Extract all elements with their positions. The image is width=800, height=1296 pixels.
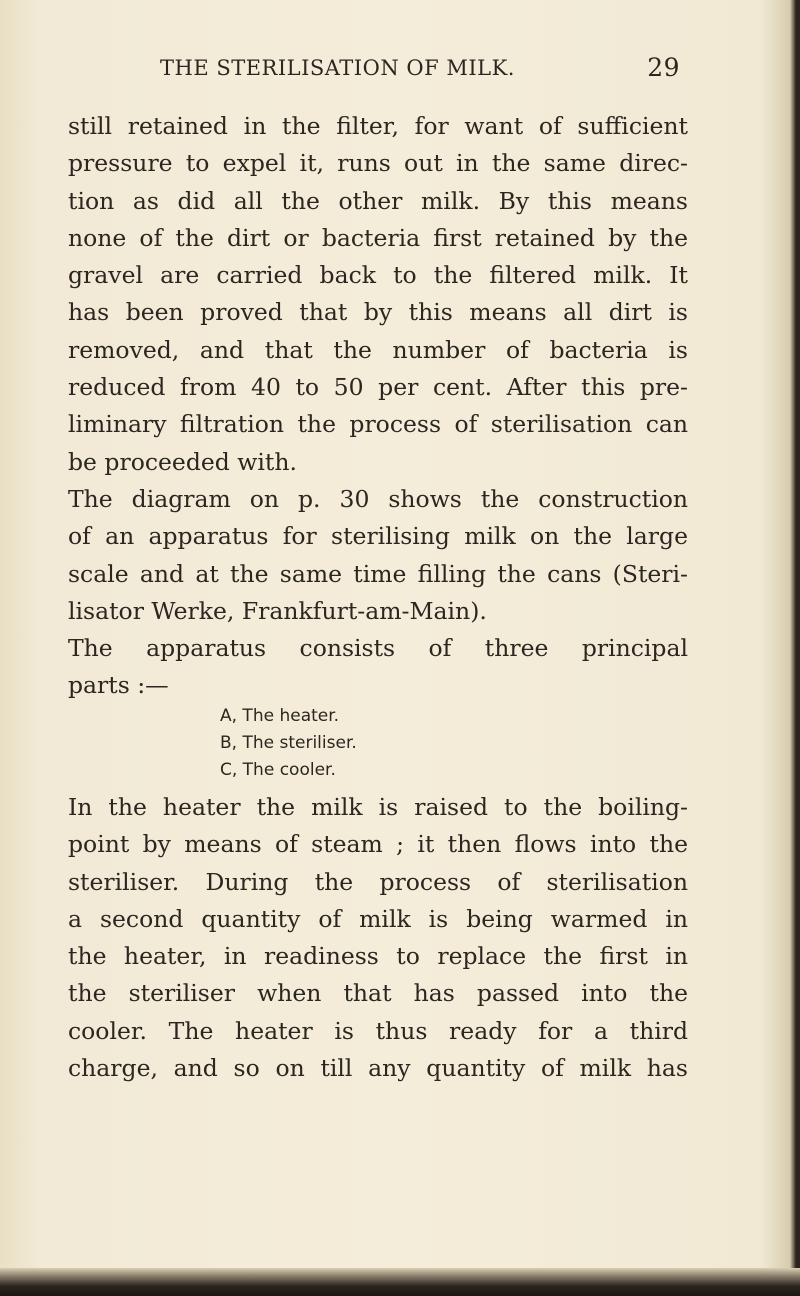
text-line: The apparatus consists of three principal [68,634,688,663]
text-line: lisator Werke, Frankfurt-am-Main). [68,596,487,625]
text-line: none of the dirt or bacteria first retained by the [68,223,688,252]
text-line: has been proved that by this means all dirt is [68,298,688,327]
running-head [160,53,680,86]
running-head-title: THE STERILISATION OF MILK. [160,56,515,80]
text-line: removed, and that the number of bacteria is [68,335,688,364]
text-line: steriliser. During the process of sterilisation [68,867,688,896]
text-line: In the heater the milk is raised to the boiling- [68,793,688,821]
text-line: gravel are carried back to the filtered milk. It [68,261,688,290]
text-line: scale and at the same time filling the cans (Steri- [68,559,688,588]
text-line: tion as did all the other milk. By this means [68,186,688,215]
text-line: reduced from 40 to 50 per cent. After this pre- [68,373,688,402]
body-text-lower [68,789,688,1087]
text-line: liminary filtration the process of sterilisation can [68,410,688,439]
parts-list-item: A, The heater. [220,706,340,726]
text-line: pressure to expel it, runs out in the same direc- [68,149,688,178]
paragraph-heater [68,789,688,1087]
text-line: charge, and so on till any quantity of milk has [68,1054,688,1083]
text-line: the heater, in readiness to replace the first in [68,942,688,971]
text-line: of an apparatus for sterilising milk on the large [68,522,688,551]
paragraph-diagram [68,481,688,630]
text-line: a second quantity of milk is being warmed in [68,904,688,933]
body-text-upper [68,108,688,705]
text-line: parts :— [68,671,169,700]
page-number: 29 [647,53,680,82]
paragraph-parts-intro [68,630,688,705]
paragraph-continued [68,108,688,481]
page-bottom-edge [0,1268,800,1296]
text-line: the steriliser when that has passed into the [68,979,688,1008]
text-line: The diagram on p. 30 shows the construction [68,484,688,513]
text-line: point by means of steam ; it then flows into the [68,830,688,859]
parts-list-item: B, The steriliser. [220,733,357,753]
parts-list-item: C, The cooler. [220,760,336,780]
text-line: cooler. The heater is thus ready for a third [68,1016,688,1045]
parts-list [220,703,357,784]
text-line: be proceeded with. [68,447,297,476]
text-line: still retained in the filter, for want of sufficient [68,112,688,140]
